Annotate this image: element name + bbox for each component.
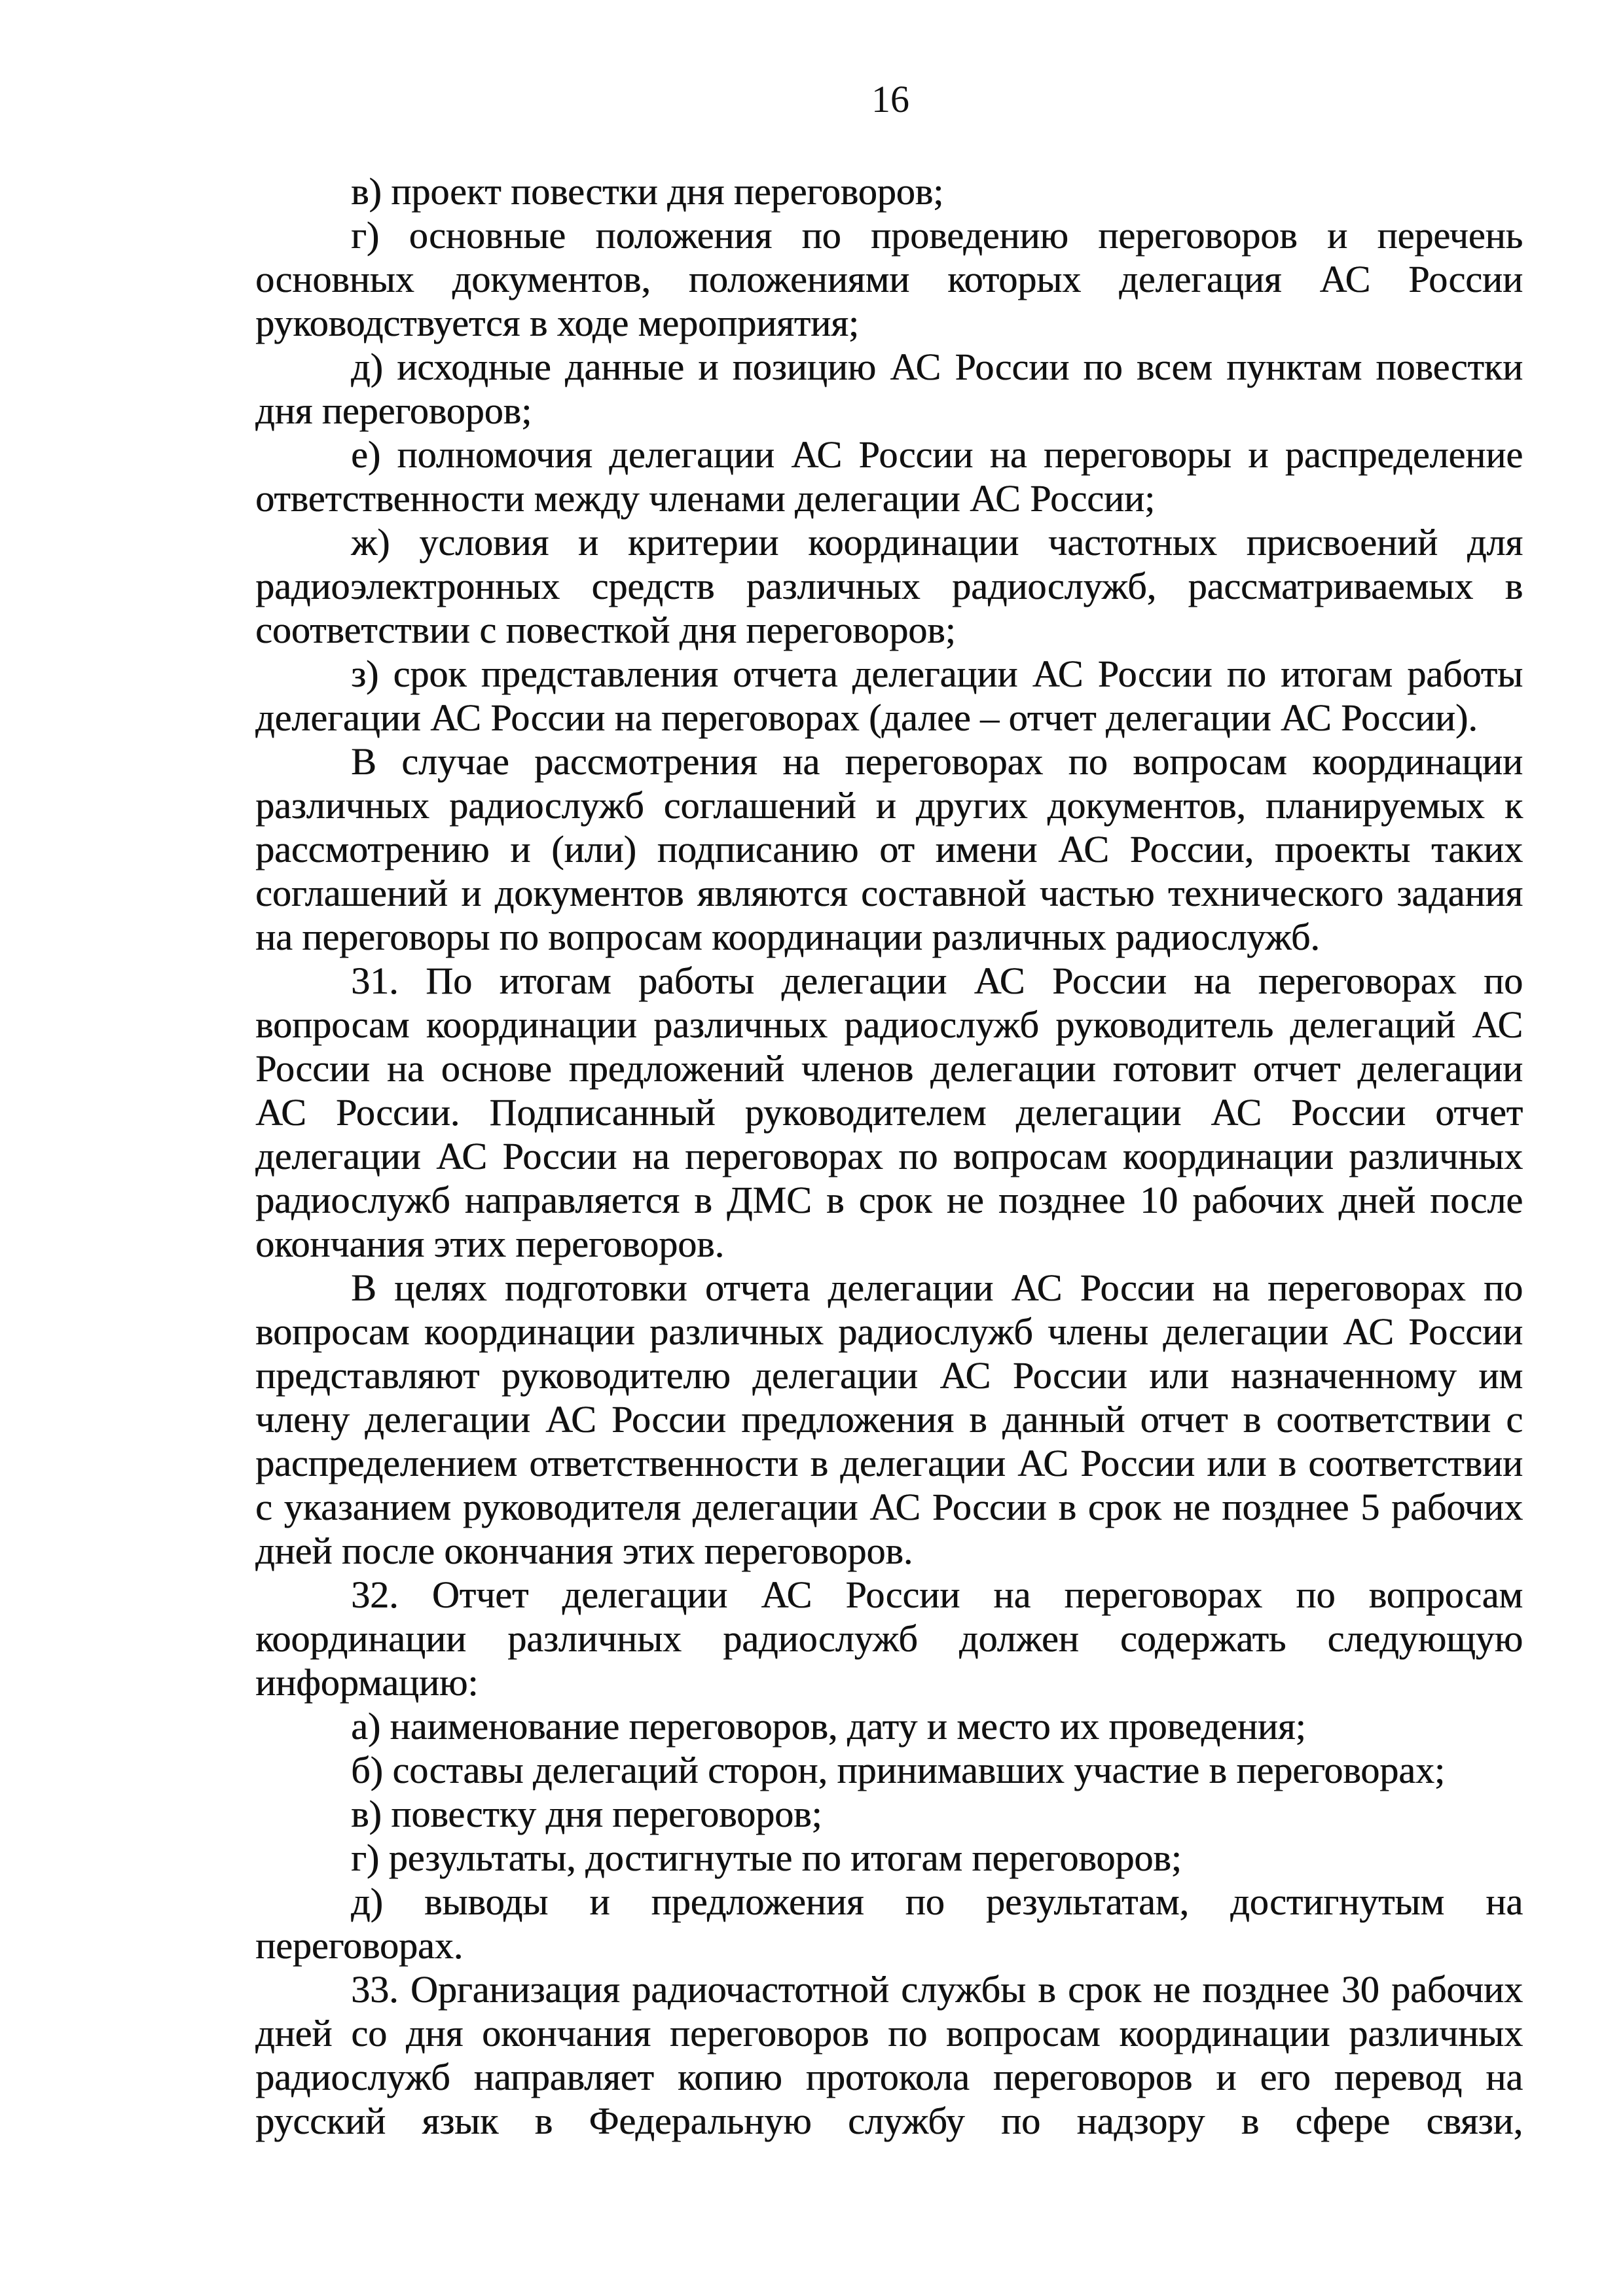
text-line: русский язык в Федеральную службу по надзору в сфере связи,: [255, 2100, 1523, 2142]
text-line: в) проект повестки дня переговоров;: [351, 170, 944, 213]
text-line: различных радиослужб соглашений и других документов, планируемых к: [255, 784, 1523, 827]
text-line: д) исходные данные и позицию АС России по всем пунктам повестки: [351, 346, 1523, 388]
paragraph: [255, 1880, 1523, 1967]
paragraph: [255, 345, 1523, 433]
text-line: АС России. Подписанный руководителем делегации АС России отчет: [255, 1091, 1523, 1134]
text-line: радиослужб направляется в ДМС в срок не позднее 10 рабочих дней после: [255, 1179, 1523, 1221]
text-line: координации различных радиослужб должен содержать следующую: [255, 1617, 1523, 1660]
text-line: в) повестку дня переговоров;: [351, 1793, 822, 1835]
text-line: вопросам координации различных радиослужб члены делегации АС России: [255, 1310, 1523, 1353]
paragraph: [255, 1704, 1523, 1748]
text-line: представляют руководителю делегации АС России или назначенному им: [255, 1354, 1523, 1397]
paragraph: [255, 1967, 1523, 2143]
text-line: дня переговоров;: [255, 389, 532, 432]
text-line: г) результаты, достигнутые по итогам переговоров;: [351, 1837, 1182, 1879]
text-line: радиослужб направляет копию протокола переговоров и его перевод на: [255, 2056, 1523, 2098]
text-line: 33. Организация радиочастотной службы в срок не позднее 30 рабочих: [351, 1968, 1523, 2011]
paragraph: [255, 959, 1523, 1266]
text-line: руководствуется в ходе мероприятия;: [255, 302, 859, 344]
paragraph: [255, 1748, 1523, 1792]
text-line: информацию:: [255, 1661, 479, 1704]
text-line: члену делегации АС России предложения в данный отчет в соответствии с: [255, 1398, 1523, 1441]
text-line: делегации АС России на переговорах (далее – отчет делегации АС России).: [255, 696, 1478, 739]
text-line: В случае рассмотрения на переговорах по вопросам координации: [351, 740, 1523, 783]
text-line: делегации АС России на переговорах по вопросам координации различных: [255, 1135, 1523, 1177]
paragraph: [255, 170, 1523, 213]
paragraph: [255, 433, 1523, 520]
text-line: а) наименование переговоров, дату и место их проведения;: [351, 1705, 1306, 1748]
paragraph: [255, 1792, 1523, 1836]
paragraph: [255, 1836, 1523, 1880]
text-line: б) составы делегаций сторон, принимавших участие в переговорах;: [351, 1749, 1446, 1791]
page-number: 16: [871, 78, 909, 120]
document-body: [255, 170, 1523, 2143]
paragraph: [255, 213, 1523, 345]
paragraph: [255, 1573, 1523, 1704]
text-line: ж) условия и критерии координации частотных присвоений для: [351, 521, 1523, 564]
paragraph: [255, 1266, 1523, 1573]
text-line: России на основе предложений членов делегации готовит отчет делегации: [255, 1047, 1523, 1090]
text-line: г) основные положения по проведению переговоров и перечень: [351, 214, 1523, 257]
text-line: вопросам координации различных радиослужб руководитель делегаций АС: [255, 1003, 1523, 1046]
text-line: 31. По итогам работы делегации АС России на переговорах по: [351, 960, 1523, 1002]
text-line: е) полномочия делегации АС России на переговоры и распределение: [351, 433, 1523, 476]
text-line: рассмотрению и (или) подписанию от имени АС России, проекты таких: [255, 828, 1523, 870]
text-line: 32. Отчет делегации АС России на переговорах по вопросам: [351, 1573, 1523, 1616]
text-line: В целях подготовки отчета делегации АС России на переговорах по: [351, 1266, 1523, 1309]
text-line: основных документов, положениями которых делегация АС России: [255, 258, 1523, 300]
paragraph: [255, 652, 1523, 740]
paragraph: [255, 520, 1523, 652]
text-line: распределением ответственности в делегации АС России или в соответствии: [255, 1442, 1523, 1484]
text-line: с указанием руководителя делегации АС России в срок не позднее 5 рабочих: [255, 1486, 1523, 1528]
text-line: соответствии с повесткой дня переговоров;: [255, 609, 956, 651]
text-line: дней со дня окончания переговоров по вопросам координации различных: [255, 2012, 1523, 2054]
text-line: радиоэлектронных средств различных радиослужб, рассматриваемых в: [255, 565, 1523, 607]
text-line: з) срок представления отчета делегации АС России по итогам работы: [351, 653, 1523, 695]
text-line: окончания этих переговоров.: [255, 1223, 724, 1265]
text-line: ответственности между членами делегации АС России;: [255, 477, 1156, 520]
paragraph: [255, 740, 1523, 959]
text-line: дней после окончания этих переговоров.: [255, 1530, 913, 1572]
text-line: переговорах.: [255, 1924, 464, 1967]
text-line: д) выводы и предложения по результатам, достигнутым на: [351, 1880, 1523, 1923]
text-line: на переговоры по вопросам координации различных радиослужб.: [255, 916, 1320, 958]
text-line: соглашений и документов являются составной частью технического задания: [255, 872, 1523, 914]
